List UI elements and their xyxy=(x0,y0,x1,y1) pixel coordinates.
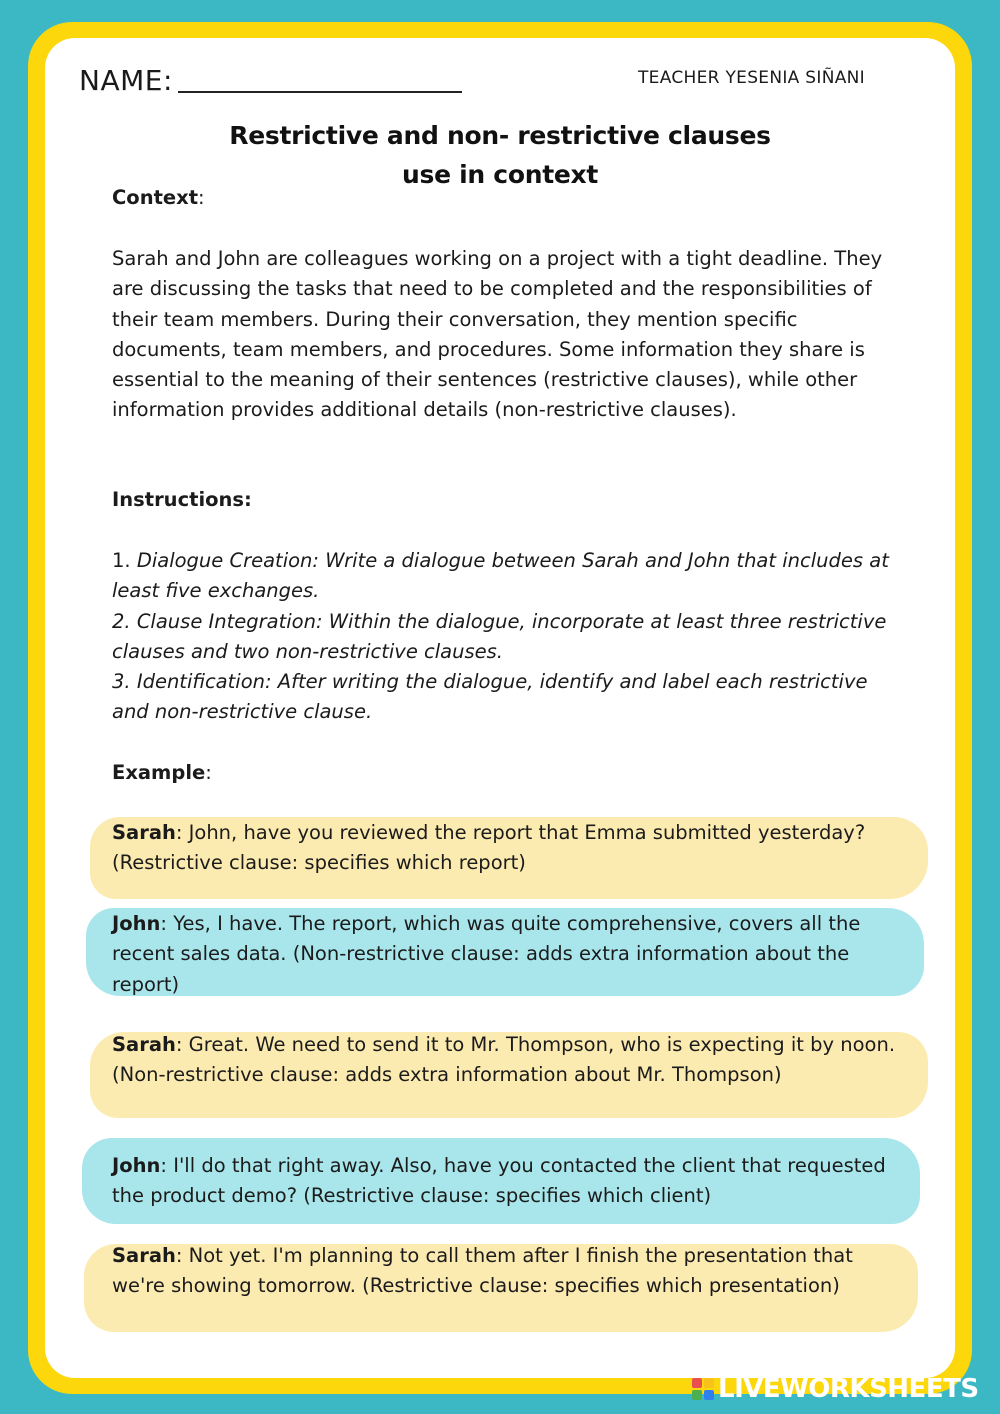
context-colon: : xyxy=(198,186,205,209)
dialogue-text: : I'll do that right away. Also, have you contacted the client that requested the product demo? (Restrictive clause: specifies which client) xyxy=(112,1154,886,1208)
instruction-number: 2. xyxy=(112,609,137,633)
instruction-name: Identification xyxy=(136,670,265,694)
instruction-item-1 xyxy=(112,546,902,607)
instruction-number: 1. xyxy=(112,549,137,572)
instruction-text: : After writing the dialogue, identify and label each restrictive and non-restrictive clause. xyxy=(112,670,868,724)
instruction-text: : Within the dialogue, incorporate at least three restrictive clauses and two non-restrictive clauses. xyxy=(112,609,887,663)
dialogue-line-3 xyxy=(112,1030,902,1091)
instruction-item-2 xyxy=(112,607,902,668)
name-label: NAME: xyxy=(79,64,173,97)
dialogue-text: : Yes, I have. The report, which was quite comprehensive, covers all the recent sales data. (Non-restrictive clause: adds extra information about the report) xyxy=(112,912,861,996)
liveworksheets-logo-icon xyxy=(692,1378,714,1400)
speaker-name: John xyxy=(112,912,161,935)
instruction-number: 3. xyxy=(112,670,137,694)
dialogue-line-5 xyxy=(112,1241,902,1302)
instructions-heading: Instructions: xyxy=(112,488,252,511)
context-label: Context xyxy=(112,186,199,209)
liveworksheets-logo[interactable] xyxy=(692,1374,979,1404)
example-heading xyxy=(112,758,902,788)
context-heading xyxy=(112,183,902,213)
instructions-list xyxy=(112,546,902,728)
dialogue-text: : Great. We need to send it to Mr. Thompson, who is expecting it by noon. (Non-restrictive clause: adds extra information about Mr. Thompson) xyxy=(112,1033,896,1087)
dialogue-line-1 xyxy=(112,818,902,879)
dialogue-line-4 xyxy=(112,1151,902,1212)
example-label: Example xyxy=(112,761,206,784)
speaker-name: Sarah xyxy=(112,1244,176,1267)
instruction-text: : Write a dialogue between Sarah and John that includes at least five exchanges. xyxy=(112,549,889,603)
name-input-line[interactable] xyxy=(178,91,462,93)
title-line-2: use in context xyxy=(402,160,598,189)
dialogue-line-2 xyxy=(112,909,902,1000)
context-paragraph: Sarah and John are colleagues working on a project with a tight deadline. They are discussing the tasks that need to be completed and the responsibilities of their team members. During their conversation, they mention specific documents, team members, and procedures. Some information they share is essential to the meaning of their sentences (restrictive clauses), while other information provides additional details (non-restrictive clauses). xyxy=(112,247,883,422)
example-colon: : xyxy=(205,761,212,784)
teacher-name: TEACHER YESENIA SIÑANI xyxy=(638,68,865,88)
dialogue-text: : John, have you reviewed the report that Emma submitted yesterday? (Restrictive clause: specifies which report) xyxy=(112,821,866,875)
speaker-name: John xyxy=(112,1154,161,1177)
instruction-name: Dialogue Creation xyxy=(136,549,313,572)
title-line-1: Restrictive and non- restrictive clauses xyxy=(229,121,771,150)
liveworksheets-logo-text: LIVEWORKSHEETS xyxy=(718,1374,979,1404)
speaker-name: Sarah xyxy=(112,1033,176,1056)
speaker-name: Sarah xyxy=(112,821,176,844)
dialogue-text: : Not yet. I'm planning to call them after I finish the presentation that we're showing tomorrow. (Restrictive clause: specifies which presentation) xyxy=(112,1244,853,1298)
instruction-item-3 xyxy=(112,667,902,728)
instruction-name: Clause Integration xyxy=(136,609,316,633)
